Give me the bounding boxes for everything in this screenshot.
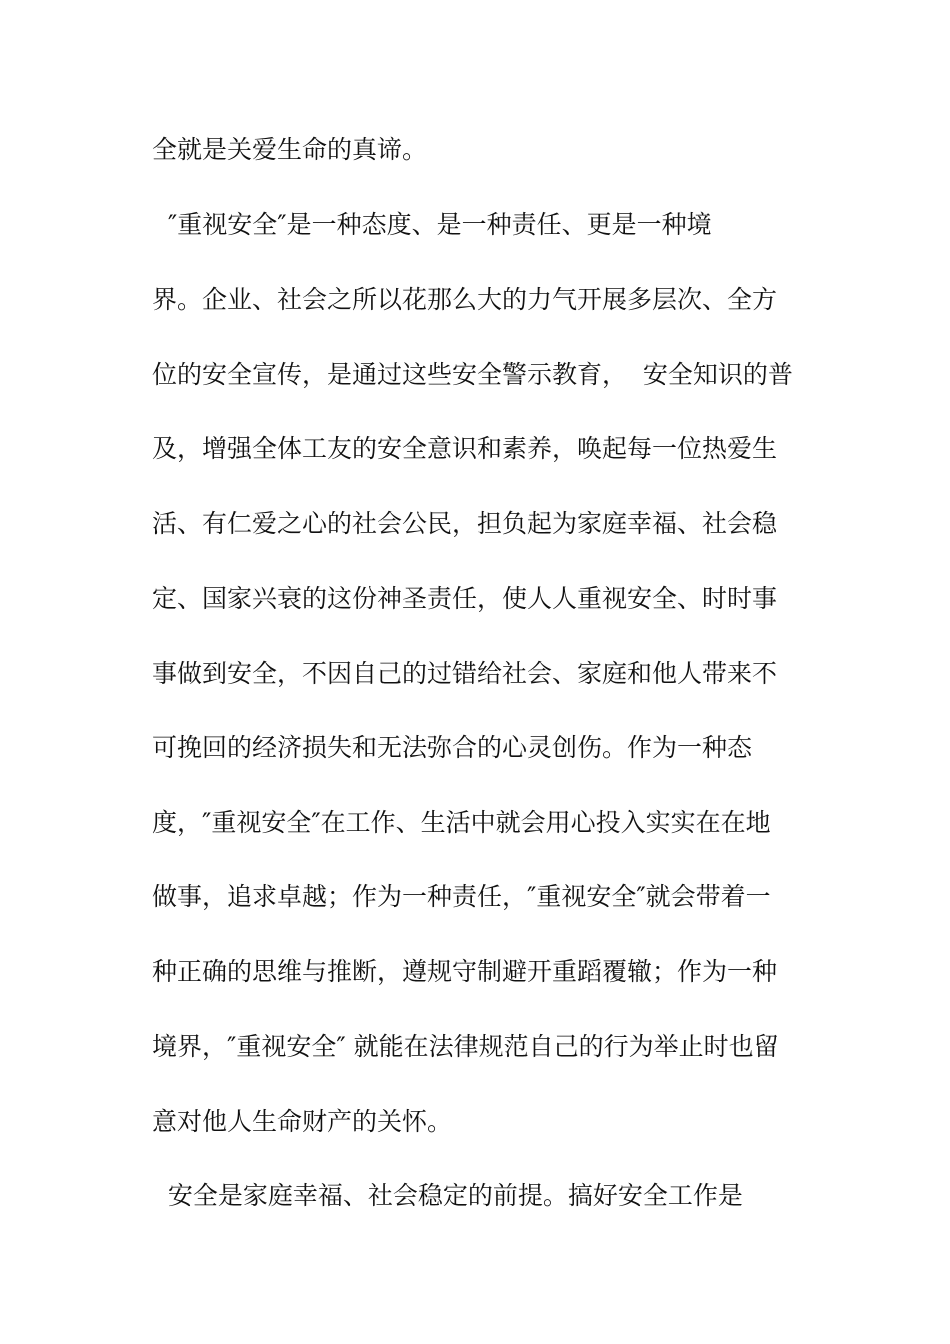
text-line: 种正确的思维与推断，遵规守制避开重蹈覆辙；作为一种: [152, 957, 778, 986]
text-line: 事做到安全，不因自己的过错给社会、家庭和他人带来不: [152, 659, 778, 688]
text-line: 做事，追求卓越；作为一种责任，″重视安全″就会带着一: [152, 882, 771, 911]
text-line: 界。企业、社会之所以花那么大的力气开展多层次、全方: [152, 285, 778, 314]
text-line: 活、有仁爱之心的社会公民，担负起为家庭幸福、社会稳: [152, 509, 778, 538]
text-line: 位的安全宣传，是通过这些安全警示教育， 安全知识的普: [152, 360, 793, 389]
text-line: 及，增强全体工友的安全意识和素养，唤起每一位热爱生: [152, 434, 778, 463]
text-line: 可挽回的经济损失和无法弥合的心灵创伤。作为一种态: [152, 733, 753, 762]
text-line: ″重视安全″是一种态度、是一种责任、更是一种境: [152, 210, 712, 239]
text-line: 安全是家庭幸福、社会稳定的前提。搞好安全工作是: [152, 1181, 743, 1210]
text-line: 度，″重视安全″在工作、生活中就会用心投入实实在在地: [152, 808, 771, 837]
text-line: 定、国家兴衰的这份神圣责任，使人人重视安全、时时事: [152, 584, 778, 613]
text-line: 全就是关爱生命的真谛。: [152, 135, 428, 164]
text-line: 境界，″重视安全″ 就能在法律规范自己的行为举止时也留: [152, 1032, 779, 1061]
text-line: 意对他人生命财产的关怀。: [152, 1107, 453, 1136]
